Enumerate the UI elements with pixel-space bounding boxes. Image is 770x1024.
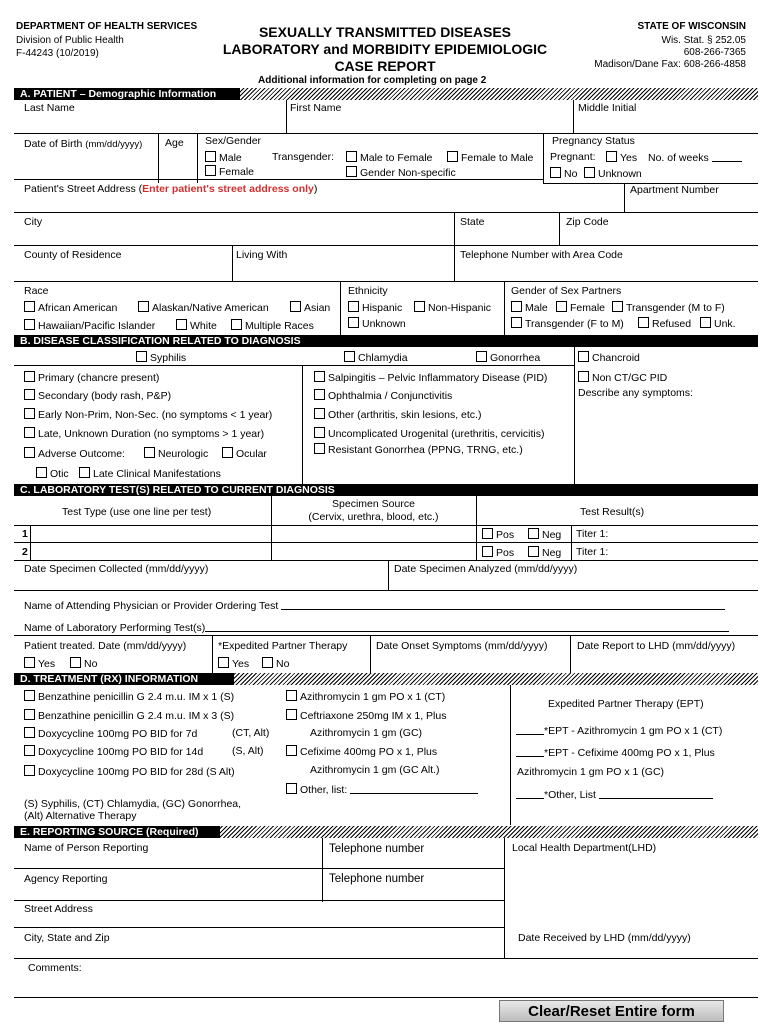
rx-azithro-ct[interactable]: Azithromycin 1 gm PO x 1 (CT) bbox=[286, 690, 445, 703]
checkbox[interactable] bbox=[606, 151, 617, 162]
pregnant-no-option[interactable]: No bbox=[550, 167, 577, 180]
adverse-outcome-option[interactable]: Adverse Outcome: bbox=[24, 447, 125, 460]
early-option[interactable]: Early Non-Prim, Non-Sec. (no symptoms < 1 year) bbox=[24, 408, 272, 421]
non-ctgc-pid-option[interactable]: Non CT/GC PID bbox=[578, 371, 667, 384]
checkbox[interactable] bbox=[578, 371, 589, 382]
chlamydia-option[interactable]: Chlamydia bbox=[344, 351, 408, 364]
checkbox[interactable] bbox=[346, 166, 357, 177]
rx-cefixime[interactable]: Cefixime 400mg PO x 1, Plus bbox=[286, 745, 437, 758]
title-line-1: SEXUALLY TRANSMITTED DISEASES bbox=[258, 24, 512, 40]
gonorrhea-option[interactable]: Gonorrhea bbox=[476, 351, 540, 364]
section-b-header: B. DISEASE CLASSIFICATION RELATED TO DIAGNOSIS bbox=[14, 335, 758, 347]
department-name: DEPARTMENT OF HEALTH SERVICES bbox=[16, 21, 198, 32]
neg-option[interactable]: Neg bbox=[528, 528, 561, 541]
city-state-zip-label[interactable]: City, State and Zip bbox=[24, 932, 110, 944]
fax: Madison/Dane Fax: 608-266-4858 bbox=[594, 59, 746, 70]
male-option[interactable]: Male bbox=[205, 151, 242, 164]
title-line-3: CASE REPORT bbox=[334, 58, 436, 74]
checkbox[interactable] bbox=[222, 447, 233, 458]
checkbox[interactable] bbox=[79, 467, 90, 478]
checkbox[interactable] bbox=[414, 301, 425, 312]
ept-title: Expedited Partner Therapy (EPT) bbox=[548, 698, 704, 710]
checkbox[interactable] bbox=[286, 783, 297, 794]
female-to-male-option[interactable]: Female to Male bbox=[447, 151, 533, 164]
secondary-option[interactable]: Secondary (body rash, P&P) bbox=[24, 389, 171, 402]
checkbox[interactable] bbox=[70, 657, 81, 668]
rx-doxy-28d[interactable]: Doxycycline 100mg PO BID for 28d (S Alt) bbox=[24, 765, 235, 778]
checkbox[interactable] bbox=[290, 301, 301, 312]
treatment-legend: (S) Syphilis, (CT) Chlamydia, (GC) Gonorrhea, bbox=[24, 798, 242, 810]
checkbox[interactable] bbox=[346, 151, 357, 162]
telephone-1-label[interactable]: Telephone number bbox=[329, 843, 425, 855]
rx-cefixime-plus: Azithromycin 1 gm (GC Alt.) bbox=[310, 764, 440, 776]
ethnicity-non-hispanic[interactable]: Non-Hispanic bbox=[414, 301, 491, 314]
test-type-header: Test Type (use one line per test) bbox=[62, 506, 212, 518]
transgender-label: Transgender: bbox=[272, 151, 335, 163]
checkbox[interactable] bbox=[314, 389, 325, 400]
onset-date-label[interactable]: Date Onset Symptoms (mm/dd/yyyy) bbox=[376, 640, 548, 652]
date-received-lhd-label[interactable]: Date Received by LHD (mm/dd/yyyy) bbox=[518, 932, 691, 944]
checkbox[interactable] bbox=[556, 301, 567, 312]
checkbox[interactable] bbox=[286, 690, 297, 701]
living-with-label[interactable]: Living With bbox=[236, 249, 288, 261]
titer-label[interactable]: Titer 1: bbox=[576, 546, 609, 558]
gsp-female[interactable]: Female bbox=[556, 301, 605, 314]
checkbox[interactable] bbox=[24, 657, 35, 668]
state-name: STATE OF WISCONSIN bbox=[637, 21, 746, 32]
race-hawaiian-pacific[interactable]: Hawaiian/Pacific Islander bbox=[24, 319, 155, 332]
treated-yes-option[interactable]: Yes bbox=[24, 657, 55, 670]
checkbox[interactable] bbox=[205, 165, 216, 176]
lhd-label[interactable]: Local Health Department(LHD) bbox=[512, 842, 657, 854]
chancroid-option[interactable]: Chancroid bbox=[578, 351, 640, 364]
checkbox[interactable] bbox=[24, 301, 35, 312]
gsp-male[interactable]: Male bbox=[511, 301, 548, 314]
race-african-american[interactable]: African American bbox=[24, 301, 117, 314]
first-name-label[interactable]: First Name bbox=[290, 102, 342, 114]
checkbox[interactable] bbox=[511, 317, 522, 328]
female-option[interactable]: Female bbox=[205, 165, 254, 178]
pos-option[interactable]: Pos bbox=[482, 528, 514, 541]
patient-treated-label[interactable]: Patient treated. Date (mm/dd/yyyy) bbox=[24, 640, 187, 652]
age-label[interactable]: Age bbox=[165, 137, 184, 149]
race-multiple[interactable]: Multiple Races bbox=[231, 319, 314, 332]
section-d-header: D. TREATMENT (RX) INFORMATION bbox=[14, 673, 234, 685]
other-option[interactable]: Other (arthritis, skin lesions, etc.) bbox=[314, 408, 481, 421]
form-number: F-44243 (10/2019) bbox=[16, 48, 99, 59]
late-option[interactable]: Late, Unknown Duration (no symptoms > 1 year) bbox=[24, 427, 264, 440]
specimen-source-subheader: (Cervix, urethra, blood, etc.) bbox=[308, 511, 439, 523]
ept-other[interactable]: *Other, List bbox=[516, 788, 713, 801]
middle-initial-label[interactable]: Middle Initial bbox=[578, 102, 637, 114]
checkbox[interactable] bbox=[24, 408, 35, 419]
zip-code-label[interactable]: Zip Code bbox=[566, 216, 609, 228]
treatment-legend-2: (Alt) Alternative Therapy bbox=[24, 810, 137, 822]
checkbox[interactable] bbox=[550, 167, 561, 178]
primary-option[interactable]: Primary (chancre present) bbox=[24, 371, 159, 384]
otic-option[interactable]: Otic bbox=[36, 467, 69, 480]
gsp-transgender-mf[interactable]: Transgender (M to F) bbox=[612, 301, 725, 314]
comments-label[interactable]: Comments: bbox=[28, 962, 82, 974]
checkbox[interactable] bbox=[136, 351, 147, 362]
ept-azithromycin[interactable]: *EPT - Azithromycin 1 gm PO x 1 (CT) bbox=[516, 724, 722, 737]
checkbox[interactable] bbox=[528, 546, 539, 557]
checkbox[interactable] bbox=[314, 371, 325, 382]
rx-bpg-x3[interactable]: Benzathine penicillin G 2.4 m.u. IM x 3 (S) bbox=[24, 709, 234, 722]
ept-yes-option[interactable]: Yes bbox=[218, 657, 249, 670]
neg-option[interactable]: Neg bbox=[528, 546, 561, 559]
checkbox[interactable] bbox=[476, 351, 487, 362]
rx-doxy-7d-note: (CT, Alt) bbox=[232, 727, 270, 739]
checkbox[interactable] bbox=[218, 657, 229, 668]
ocular-option[interactable]: Ocular bbox=[222, 447, 267, 460]
ophthalmia-option[interactable]: Ophthalmia / Conjunctivitis bbox=[314, 389, 452, 402]
late-clinical-option[interactable]: Late Clinical Manifestations bbox=[79, 467, 221, 480]
checkbox[interactable] bbox=[578, 351, 589, 362]
weeks-field[interactable]: No. of weeks bbox=[648, 151, 742, 164]
gsp-unknown[interactable]: Unk. bbox=[700, 317, 736, 330]
checkbox[interactable] bbox=[24, 727, 35, 738]
lab-field[interactable]: Name of Laboratory Performing Test(s) bbox=[24, 621, 729, 634]
ept-label: *Expedited Partner Therapy bbox=[218, 640, 348, 652]
test-row-number: 1 bbox=[22, 528, 28, 540]
race-alaskan-native[interactable]: Alaskan/Native American bbox=[138, 301, 269, 314]
checkbox[interactable] bbox=[24, 690, 35, 701]
checkbox[interactable] bbox=[482, 546, 493, 557]
telephone-label[interactable]: Telephone Number with Area Code bbox=[460, 249, 623, 261]
clear-reset-button[interactable]: Clear/Reset Entire form bbox=[499, 1000, 724, 1022]
test-row-number: 2 bbox=[22, 546, 28, 558]
street-address-label[interactable]: Patient's Street Address (Enter patient's street address only) bbox=[24, 183, 318, 195]
section-a-header: A. PATIENT – Demographic Information bbox=[14, 88, 240, 100]
section-e-header: E. REPORTING SOURCE (Required) bbox=[14, 826, 220, 838]
gsp-refused[interactable]: Refused bbox=[638, 317, 691, 330]
checkbox[interactable] bbox=[144, 447, 155, 458]
checkbox[interactable] bbox=[24, 447, 35, 458]
urogenital-option[interactable]: Uncomplicated Urogenital (urethritis, cervicitis) bbox=[314, 427, 545, 440]
physician-field[interactable]: Name of Attending Physician or Provider Ordering Test bbox=[24, 599, 725, 612]
pregnancy-status-label: Pregnancy Status bbox=[552, 135, 635, 147]
phone: 608-266-7365 bbox=[683, 47, 746, 58]
rx-doxy-7d[interactable]: Doxycycline 100mg PO BID for 7d bbox=[24, 727, 197, 740]
checkbox[interactable] bbox=[447, 151, 458, 162]
pregnant-yes-option[interactable]: Yes bbox=[606, 151, 637, 164]
resistant-gonorrhea-option[interactable]: Resistant Gonorrhea (PPNG, TRNG, etc.) bbox=[314, 443, 523, 456]
last-name-label[interactable]: Last Name bbox=[24, 102, 75, 114]
checkbox[interactable] bbox=[36, 467, 47, 478]
checkbox[interactable] bbox=[314, 427, 325, 438]
report-lhd-date-label[interactable]: Date Report to LHD (mm/dd/yyyy) bbox=[577, 640, 736, 652]
race-asian[interactable]: Asian bbox=[290, 301, 330, 314]
ethnicity-unknown[interactable]: Unknown bbox=[348, 317, 406, 330]
checkbox[interactable] bbox=[262, 657, 273, 668]
rx-ceftriaxone-plus: Azithromycin 1 gm (GC) bbox=[310, 727, 423, 739]
ept-cefixime-plus: Azithromycin 1 gm PO x 1 (GC) bbox=[517, 766, 665, 778]
test-results-header: Test Result(s) bbox=[580, 506, 645, 518]
checkbox[interactable] bbox=[482, 528, 493, 539]
rx-bpg-x1[interactable]: Benzathine penicillin G 2.4 m.u. IM x 1 (S) bbox=[24, 690, 234, 703]
rx-other[interactable]: Other, list: bbox=[286, 783, 478, 796]
pregnant-label: Pregnant: bbox=[550, 151, 596, 163]
syphilis-option[interactable]: Syphilis bbox=[136, 351, 186, 364]
checkbox[interactable] bbox=[24, 389, 35, 400]
checkbox[interactable] bbox=[348, 317, 359, 328]
specimen-source-header: Specimen Source bbox=[332, 498, 415, 510]
checkbox[interactable] bbox=[24, 371, 35, 382]
ept-no-option[interactable]: No bbox=[262, 657, 289, 670]
date-analyzed-label[interactable]: Date Specimen Analyzed (mm/dd/yyyy) bbox=[394, 563, 578, 575]
checkbox[interactable] bbox=[511, 301, 522, 312]
checkbox[interactable] bbox=[176, 319, 187, 330]
checkbox[interactable] bbox=[584, 167, 595, 178]
rx-ceftriaxone[interactable]: Ceftriaxone 250mg IM x 1, Plus bbox=[286, 709, 446, 722]
neurologic-option[interactable]: Neurologic bbox=[144, 447, 208, 460]
title-line-2: LABORATORY and MORBIDITY EPIDEMIOLOGIC bbox=[222, 41, 548, 57]
ethnicity-hispanic[interactable]: Hispanic bbox=[348, 301, 402, 314]
dob-label[interactable]: Date of Birth (mm/dd/yyyy) bbox=[24, 138, 143, 150]
titer-label[interactable]: Titer 1: bbox=[576, 528, 609, 540]
checkbox[interactable] bbox=[205, 151, 216, 162]
gsp-transgender-fm[interactable]: Transgender (F to M) bbox=[511, 317, 624, 330]
division-name: Division of Public Health bbox=[16, 35, 124, 46]
checkbox[interactable] bbox=[24, 745, 35, 756]
date-collected-label[interactable]: Date Specimen Collected (mm/dd/yyyy) bbox=[24, 563, 209, 575]
checkbox[interactable] bbox=[700, 317, 711, 328]
ethnicity-label: Ethnicity bbox=[348, 285, 388, 297]
checkbox[interactable] bbox=[344, 351, 355, 362]
pos-option[interactable]: Pos bbox=[482, 546, 514, 559]
checkbox[interactable] bbox=[314, 443, 325, 454]
checkbox[interactable] bbox=[138, 301, 149, 312]
describe-symptoms-label[interactable]: Describe any symptoms: bbox=[578, 387, 693, 399]
checkbox[interactable] bbox=[348, 301, 359, 312]
checkbox[interactable] bbox=[24, 765, 35, 776]
state-label[interactable]: State bbox=[460, 216, 485, 228]
city-label[interactable]: City bbox=[24, 216, 43, 228]
pregnant-unknown-option[interactable]: Unknown bbox=[584, 167, 642, 180]
sex-gender-label: Sex/Gender bbox=[205, 135, 262, 147]
gender-nonspecific-option[interactable]: Gender Non-specific bbox=[346, 166, 456, 179]
checkbox[interactable] bbox=[24, 709, 35, 720]
race-label: Race bbox=[24, 285, 49, 297]
person-reporting-label[interactable]: Name of Person Reporting bbox=[24, 842, 149, 854]
telephone-2-label[interactable]: Telephone number bbox=[329, 873, 425, 885]
apartment-number-label[interactable]: Apartment Number bbox=[630, 184, 719, 196]
checkbox[interactable] bbox=[612, 301, 623, 312]
checkbox[interactable] bbox=[528, 528, 539, 539]
checkbox[interactable] bbox=[24, 319, 35, 330]
ept-cefixime[interactable]: *EPT - Cefixime 400mg PO x 1, Plus bbox=[516, 746, 715, 759]
checkbox[interactable] bbox=[286, 745, 297, 756]
rx-doxy-14d[interactable]: Doxycycline 100mg PO BID for 14d bbox=[24, 745, 203, 758]
gender-sex-partners-label: Gender of Sex Partners bbox=[511, 285, 622, 297]
male-to-female-option[interactable]: Male to Female bbox=[346, 151, 432, 164]
treated-no-option[interactable]: No bbox=[70, 657, 97, 670]
agency-reporting-label[interactable]: Agency Reporting bbox=[24, 873, 108, 885]
checkbox[interactable] bbox=[638, 317, 649, 328]
street-address-reporter-label[interactable]: Street Address bbox=[24, 903, 93, 915]
county-label[interactable]: County of Residence bbox=[24, 249, 122, 261]
section-c-header: C. LABORATORY TEST(S) RELATED TO CURRENT DIAGNOSIS bbox=[14, 484, 758, 496]
pid-option[interactable]: Salpingitis – Pelvic Inflammatory Disease (PID) bbox=[314, 371, 547, 384]
race-white[interactable]: White bbox=[176, 319, 217, 332]
statute: Wis. Stat. § 252.05 bbox=[661, 35, 746, 46]
additional-info-note: Additional information for completing on page 2 bbox=[258, 75, 487, 86]
checkbox[interactable] bbox=[314, 408, 325, 419]
checkbox[interactable] bbox=[231, 319, 242, 330]
rx-doxy-14d-note: (S, Alt) bbox=[232, 745, 264, 757]
checkbox[interactable] bbox=[24, 427, 35, 438]
checkbox[interactable] bbox=[286, 709, 297, 720]
